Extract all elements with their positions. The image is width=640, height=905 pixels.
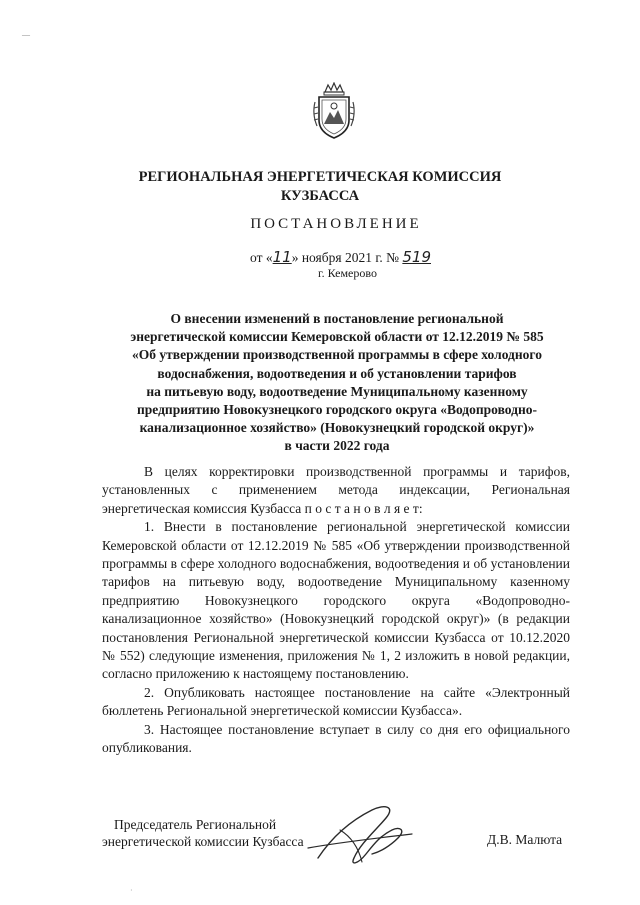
date-day: 11: [272, 248, 292, 266]
intro-paragraph: [102, 463, 570, 518]
subject-line: энергетической комиссии Кемеровской области от 12.12.2019 № 585: [130, 329, 544, 345]
subject-line: «Об утверждении производственной программы в сфере холодного: [132, 347, 542, 363]
date-number-line: [250, 248, 431, 266]
signer-role-line2: энергетической комиссии Кузбасса: [102, 834, 304, 849]
signer-role-line1: Председатель Региональной: [114, 817, 277, 832]
scan-dot: ·: [130, 886, 133, 895]
date-prefix: от «: [250, 250, 273, 265]
subject-line: предприятию Новокузнецкого городского округа «Водопроводно-: [136, 402, 538, 418]
document-subject: [100, 310, 574, 456]
organization-title-line1: РЕГИОНАЛЬНАЯ ЭНЕРГЕТИЧЕСКАЯ КОМИССИЯ: [138, 169, 502, 185]
coat-of-arms-icon: [311, 82, 357, 140]
corner-mark: —: [22, 30, 30, 39]
subject-line: канализационное хозяйство» (Новокузнецкий городской округ)»: [139, 420, 535, 436]
intro-text: В целях корректировки производственной программы и тарифов, установленных с применением метода индексации, Региональная энергетическая комиссия Кузбасса: [102, 464, 570, 516]
signer-name: Д.В. Малюта: [487, 832, 563, 847]
item-2: 2. Опубликовать настоящее постановление на сайте «Электронный бюллетень Региональной энергетической комиссии Кузбасса».: [102, 684, 570, 719]
handwritten-signature-icon: [300, 800, 420, 870]
document-number: 519: [402, 248, 431, 266]
subject-line: водоснабжения, водоотведения и об установлении тарифов: [157, 365, 517, 381]
item-1: 1. Внести в постановление региональной энергетической комиссии Кемеровской области от 12.12.2019 № 585 «Об утверждении производственной программы в сфере холодного водоснабжения, водоотведения и об установлении тарифов на питьевую воду, водоотведение Муниципальному казенному предприятию Новокузнецкого городского округа «Водопроводно-канализационное хозяйство» (Новокузнецкий городской округ)» (в редакции постановления Региональной энергетической комиссии Кузбасса от 10.12.2020 № 552) следующие изменения, приложения № 1, 2 изложить в новой редакции, согласно приложению к настоящему постановлению.: [102, 519, 570, 682]
city: г. Кемерово: [318, 266, 377, 280]
item-3: 3. Настоящее постановление вступает в силу со дня его официального опубликования.: [102, 721, 570, 756]
organization-title: [0, 168, 640, 206]
document-body: [102, 463, 570, 758]
subject-line: О внесении изменений в постановление региональной: [170, 311, 504, 326]
subject-line: на питьевую воду, водоотведение Муниципальному казенному: [146, 383, 528, 399]
organization-title-line2: КУЗБАССА: [280, 188, 360, 204]
intro-colon: :: [418, 500, 423, 516]
date-mid: » ноября 2021 г. №: [291, 250, 403, 265]
intro-resolves: п о с т а н о в л я е т: [304, 500, 419, 516]
subject-line: в части 2022 года: [284, 438, 390, 454]
signer-role: [102, 816, 304, 850]
document-type: ПОСТАНОВЛЕНИЕ: [250, 216, 422, 232]
